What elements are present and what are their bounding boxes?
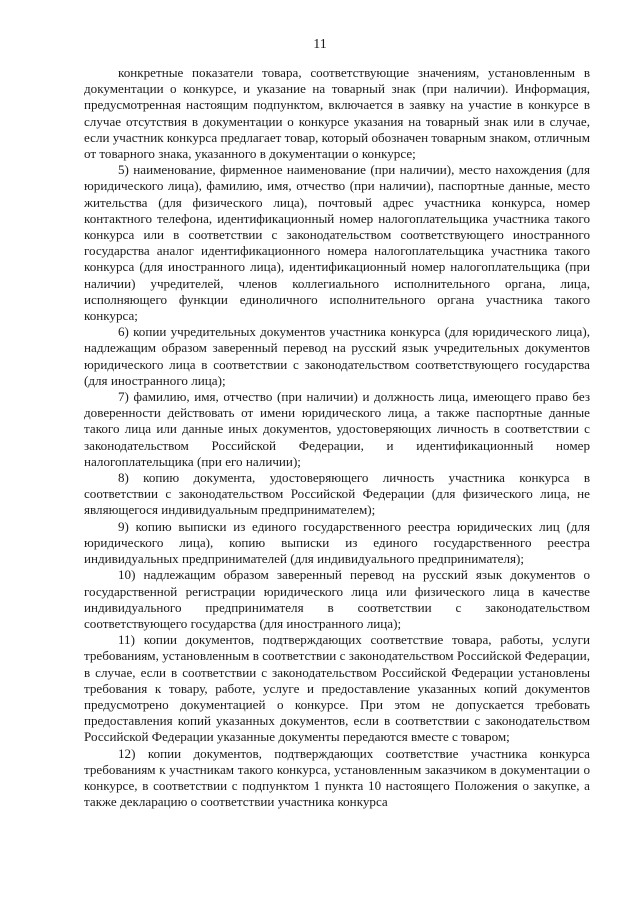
paragraph-item-8: 8) копию документа, удостоверяющего личность участника конкурса в соответствии с законодательством Российской Федерации (для физического лица, не являющегося индивидуальным предпринимателем); bbox=[84, 470, 590, 518]
paragraph-item-5: 5) наименование, фирменное наименование (при наличии), место нахождения (для юридического лица), фамилию, имя, отчество (при наличии), паспортные данные, место жительства (для физического лица), почтовый адрес участника конкурса, номер контактного телефона, идентификационный номер налогоплательщика участника такого конкурса или в соответствии с законодательством соответствующего иностранного государства аналог идентификационного номера налогоплательщика участника такого конкурса (для иностранного лица), идентификационный номер налогоплательщика (при наличии) учредителей, членов коллегиального исполнительного органа, лица, исполняющего функции единоличного исполнительного органа участника такого конкурса; bbox=[84, 162, 590, 324]
paragraph-item-12: 12) копии документов, подтверждающих соответствие участника конкурса требованиям к участникам такого конкурса, установленным заказчиком в документации о конкурсе, в соответствии с подпунктом 1 пункта 10 настоящего Положения о закупке, а также декларацию о соответствии участника конкурса bbox=[84, 745, 590, 810]
document-body bbox=[84, 65, 590, 810]
paragraph-item-11: 11) копии документов, подтверждающих соответствие товара, работы, услуги требованиям, установленным в соответствии с законодательством Российской Федерации, в случае, если в соответствии с законодательством Российской Федерации установлены требования к товару, работе, услуге и предоставление указанных копий документов предусмотрено документацией о конкурсе. При этом не допускается требовать предоставления копий указанных документов, если в соответствии с законодательством Российской Федерации указанные документы передаются вместе с товаром; bbox=[84, 632, 590, 745]
paragraph-item-10: 10) надлежащим образом заверенный перевод на русский язык документов о государственной регистрации юридического лица или физического лица в качестве индивидуального предпринимателя в соответствии с законодательством соответствующего государства (для иностранного лица); bbox=[84, 567, 590, 631]
paragraph-item-9: 9) копию выписки из единого государственного реестра юридических лиц (для юридического лица), копию выписки из единого государственного реестра индивидуальных предпринимателей (для индивидуального предпринимателя); bbox=[84, 518, 590, 567]
paragraph-continued: конкретные показатели товара, соответствующие значениям, установленным в документации о конкурсе, и указание на товарный знак (при наличии). Информация, предусмотренная настоящим подпунктом, включается в заявку на участие в конкурсе в случае отсутствия в документации о конкурсе указания на товарный знак или в случае, если участник конкурса предлагает товар, который обозначен товарным знаком, отличным от товарного знака, указанного в документации о конкурсе; bbox=[84, 65, 590, 162]
page-number: 11 bbox=[313, 37, 327, 52]
paragraph-item-6: 6) копии учредительных документов участника конкурса (для юридического лица), надлежащим образом заверенный перевод на русский язык учредительных документов юридического лица в соответствии с законодательством соответствующего государства (для иностранного лица); bbox=[84, 324, 590, 388]
paragraph-item-7: 7) фамилию, имя, отчество (при наличии) и должность лица, имеющего право без доверенности действовать от имени юридического лица, а также паспортные данные такого лица или данные иных документов, удостоверяющих личность в соответствии с законодательством Российской Федерации, и идентификационный номер налогоплательщика (при его наличии); bbox=[84, 389, 590, 469]
